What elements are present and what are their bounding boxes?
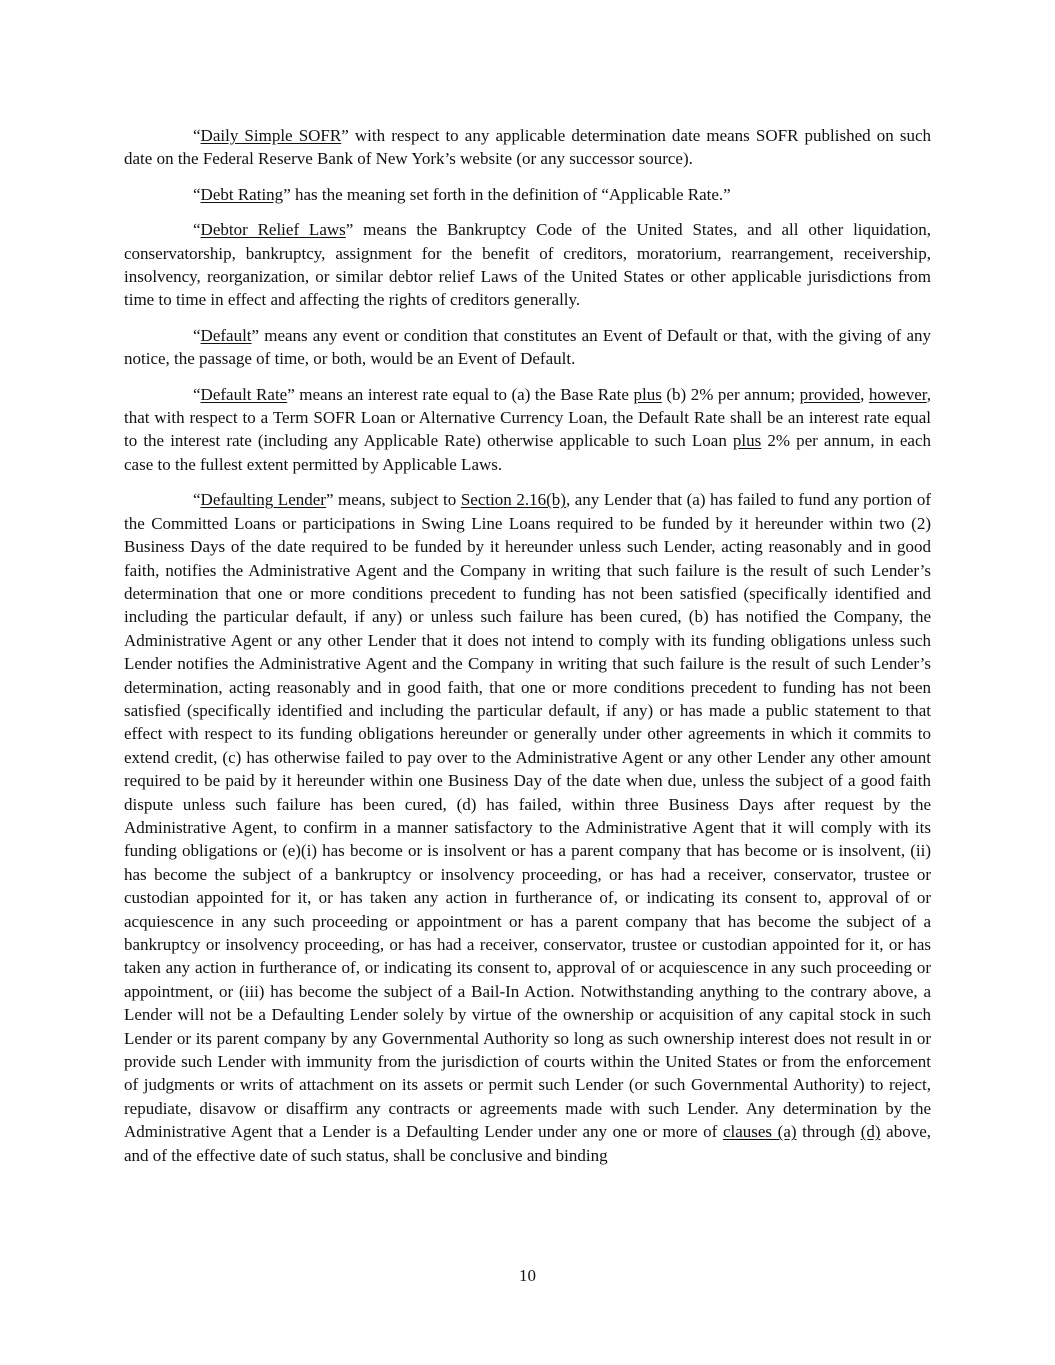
definition-defaulting-lender: “Defaulting Lender” means, subject to Section 2.16(b), any Lender that (a) has failed to fund any portion of the Committed Loans or participations in Swing Line Loans required to be funded by it hereunder within two (2) Business Days of the date required to be funded by it hereunder unless such Lender, acting reasonably and in good faith, notifies the Administrative Agent and the Company in writing that such failure is the result of such Lender’s determination that one or more conditions precedent to funding has not been satisfied (specifically identified and including the particular default, if any) or unless such failure has been cured, (b) has notified the Company, the Administrative Agent or any other Lender that it does not intend to comply with its funding obligations unless such Lender notifies the Administrative Agent and the Company in writing that such failure is the result of such Lender’s determination, acting reasonably and in good faith, that one or more conditions precedent to funding has not been satisfied (specifically identified and including the particular default, if any) or has made a public statement to that effect with respect to its funding obligations hereunder or generally under other agreements in which it commits to extend credit, (c) has otherwise failed to pay over to the Administrative Agent or any other Lender any other amount required to be paid by it hereunder within one Business Day of the date when due, unless the subject of a good faith dispute unless such failure has been cured, (d) has failed, within three Business Days after request by the Administrative Agent, to confirm in a manner satisfactory to the Administrative Agent that it will comply with its funding obligations or (e)(i) has become or is insolvent or has a parent company that has become or is insolvent, (ii) has become the subject of a bankruptcy or insolvency proceeding, or has had a receiver, conservator, trustee or custodian appointed for it, or has taken any action in furtherance of, or indicating its consent to, approval of or acquiescence in any such proceeding or appointment or has a parent company that has become the subject of a bankruptcy or insolvency proceeding, or has had a receiver, conservator, trustee or custodian appointed for it, or has taken any action in furtherance of, or indicating its consent to, approval of or acquiescence in any such proceeding or appointment, or (iii) has become the subject of a Bail-In Action. Notwithstanding anything to the contrary above, a Lender will not be a Defaulting Lender solely by virtue of the ownership or acquisition of any capital stock in such Lender or its parent company by any Governmental Authority so long as such ownership interest does not result in or provide such Lender with immunity from the jurisdiction of courts within the United States or from the enforcement of judgments or writs of attachment on its assets or permit such Lender (or such Governmental Authority) to reject, repudiate, disavow or disaffirm any contracts or agreements made with such Lender. Any determination by the Administrative Agent that a Lender is a Defaulting Lender under any one or more of clauses (a) through (d) above, and of the effective date of such status, shall be conclusive and binding xyxy=(124,490,931,1165)
defined-term: Section 2.16(b) xyxy=(460,490,566,510)
definition-default: “Default” means any event or condition that constitutes an Event of Default or that, with the giving of any notice, the passage of time, or both, would be an Event of Default. xyxy=(124,325,931,369)
defined-term: Debtor Relief Laws xyxy=(200,220,346,240)
defined-term: Debt Rating xyxy=(200,184,284,204)
defined-term: (d) xyxy=(860,1122,881,1142)
defined-term: Daily Simple SOFR xyxy=(200,126,342,145)
definition-debtor-relief-laws: “Debtor Relief Laws” means the Bankruptcy Code of the United States, and all other liquidation, conservatorship, bankruptcy, assignment for the benefit of creditors, moratorium, rearrangement, receivership, insolvency, reorganization, or similar debtor relief Laws of the United States or other applicable jurisdictions from time to time in effect and affecting the rights of creditors generally. xyxy=(124,220,931,310)
defined-term: plus xyxy=(633,384,662,404)
defined-term: clauses (a) xyxy=(722,1122,797,1142)
definition-debt-rating: “Debt Rating” has the meaning set forth in the definition of “Applicable Rate.” xyxy=(193,184,731,204)
defined-term: Defaulting Lender xyxy=(200,490,326,510)
defined-term: Default Rate xyxy=(200,384,288,404)
defined-term: Default xyxy=(200,325,252,345)
defined-term: provided xyxy=(799,384,861,404)
defined-term: plus xyxy=(732,431,762,451)
definition-default-rate: “Default Rate” means an interest rate equal to (a) the Base Rate plus (b) 2% per annum; provided, however, that with respect to a Term SOFR Loan or Alternative Currency Loan, the Default Rate shall be an interest rate equal to the interest rate (including any Applicable Rate) otherwise applicable to such Loan plus 2% per annum, in each case to the fullest extent permitted by Applicable Laws. xyxy=(124,384,932,474)
definition-daily-simple-sofr: “Daily Simple SOFR” with respect to any applicable determination date means SOFR published on such date on the Federal Reserve Bank of New York’s website (or any successor source). xyxy=(124,126,931,169)
document-page xyxy=(124,124,931,1179)
defined-term: however xyxy=(868,384,927,404)
page-number: 10 xyxy=(519,1266,536,1285)
